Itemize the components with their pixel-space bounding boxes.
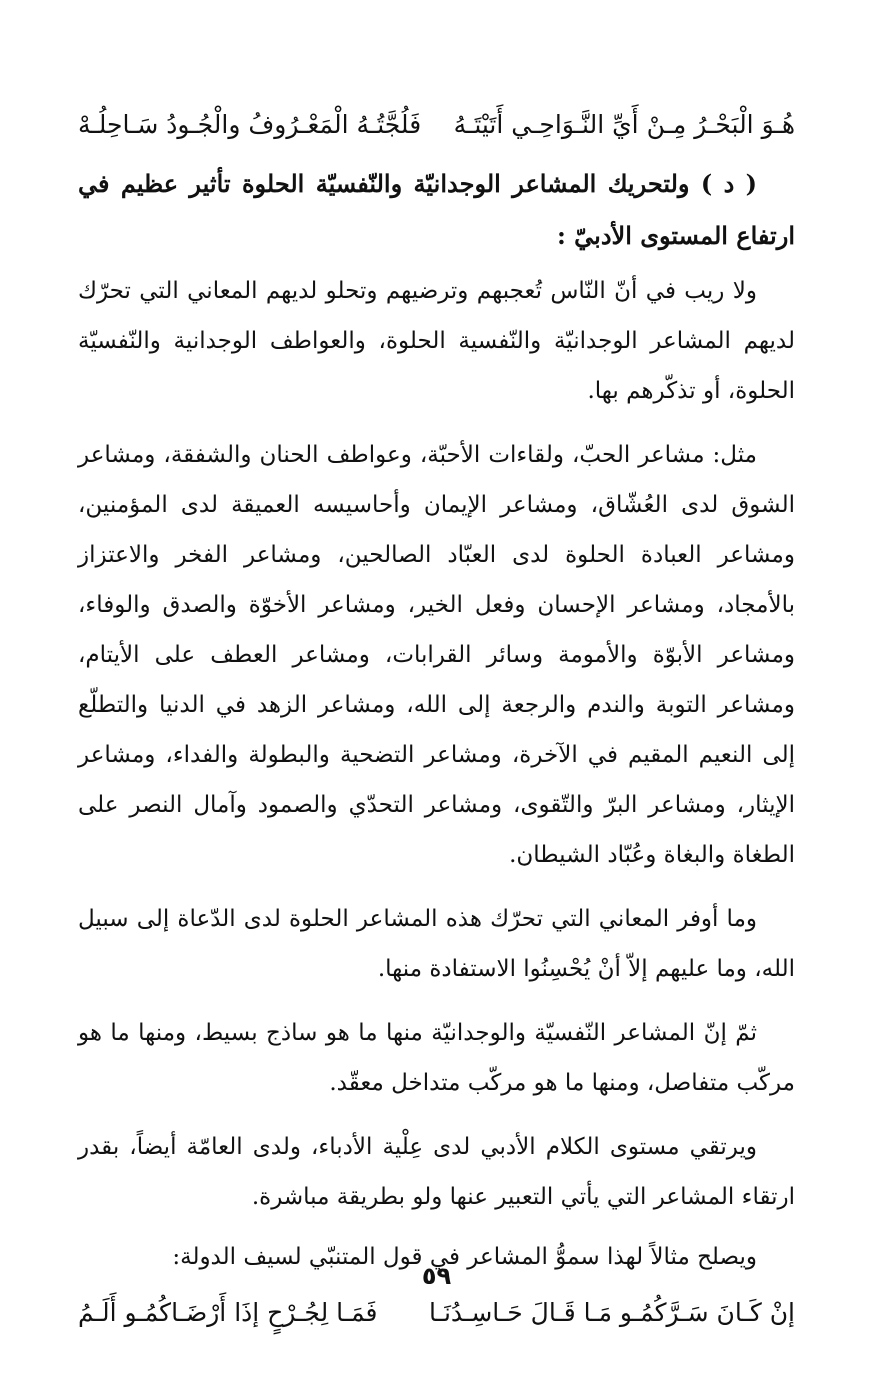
poetry-verse-top xyxy=(78,100,795,150)
paragraph-examples: مثل: مشاعر الحبّ، ولقاءات الأحبّة، وعواطف الحنان والشفقة، ومشاعر الشوق لدى العُشّاق، ومشاعر الإيمان وأحاسيسه العميقة لدى المؤمنين، ومشاعر العبادة الحلوة لدى العبّاد الصالحين، ومشاعر الفخر والاعتزاز بالأمجاد، ومشاعر الإحسان وفعل الخير، ومشاعر الأخوّة والصدق والوفاء، ومشاعر الأبوّة والأمومة وسائر القرابات، ومشاعر العطف على الأيتام، ومشاعر التوبة والندم والرجعة إلى الله، ومشاعر الزهد في الدنيا والتطلّع إلى النعيم المقيم في الآخرة، ومشاعر التضحية والبطولة والفداء، ومشاعر الإيثار، ومشاعر البرّ والتّقوى، ومشاعر التحدّي والصمود وآمال النصر على الطغاة والبغاة وعُبّاد الشيطان. xyxy=(78,442,795,868)
page-number: ٥٩ xyxy=(421,1262,452,1290)
paragraph-callers: وما أوفر المعاني التي تحرّك هذه المشاعر الحلوة لدى الدّعاة إلى سبيل الله، وما عليهم إلاّ أنْ يُحْسِنُوا الاستفادة منها. xyxy=(78,906,795,982)
verse-top-first-hemistich: هُـوَ الْبَحْـرُ مِـنْ أَيِّ النَّـوَاحِـي أَتَيْتَـهُ xyxy=(453,110,795,139)
poetry-verse-bottom xyxy=(78,1288,795,1338)
paragraph-types: ثمّ إنّ المشاعر النّفسيّة والوجدانيّة منها ما هو ساذج بسيط، ومنها ما هو مركّب متفاصل، ومنها ما هو مركّب متداخل معقّد. xyxy=(78,1020,795,1096)
paragraph-intro: ولا ريب في أنّ النّاس تُعجبهم وترضيهم وتحلو لديهم المعاني التي تحرّك لديهم المشاعر الوجدانيّة والنّفسية الحلوة، والعواطف الوجدانية والنّفسيّة الحلوة، أو تذكّرهم بها. xyxy=(78,278,795,404)
example-lead-line: ويصلح مثالاً لهذا سموُّ المشاعر في قول المتنبّي لسيف الدولة: xyxy=(172,1244,757,1270)
paragraph-level: ويرتقي مستوى الكلام الأدبي لدى عِلْية الأدباء، ولدى العامّة أيضاً، بقدر ارتقاء المشاعر التي يأتي التعبير عنها ولو بطريقة مباشرة. xyxy=(78,1134,795,1210)
verse-bottom-first-hemistich: إنْ كَـانَ سَـرَّكُمُـو مَـا قَـالَ حَـاسِـدُنَـا xyxy=(429,1298,795,1327)
verse-bottom-second-hemistich: فَمَـا لِجُـرْحٍ إذَا أَرْضَـاكُمُـو أَلَـمُ xyxy=(78,1298,378,1327)
verse-top-second-hemistich: فَلُجَّتُـهُ الْمَعْـرُوفُ والْجُـودُ سَـاحِلُـهْ xyxy=(78,110,422,139)
page-content xyxy=(78,100,795,1338)
section-heading: ( د ) ولتحريك المشاعر الوجدانيّة والنّفسيّة الحلوة تأثير عظيم في ارتفاع المستوى الأدبيّ : xyxy=(78,169,795,250)
